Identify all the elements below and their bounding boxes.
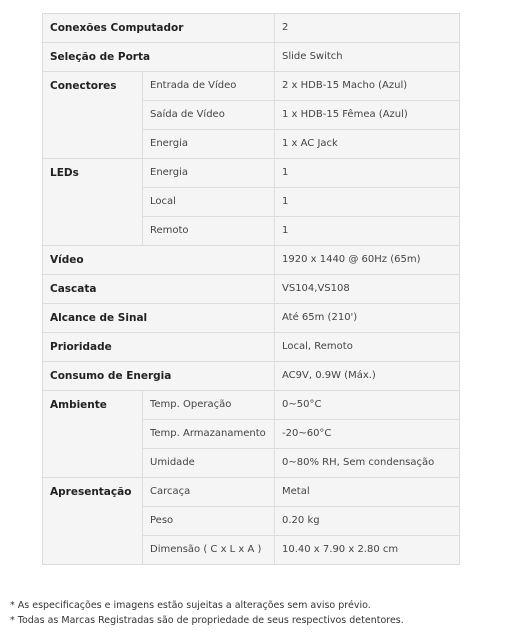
spec-sublabel: Entrada de Vídeo — [143, 72, 275, 101]
spec-value: 1 — [275, 217, 460, 246]
table-row — [43, 14, 460, 43]
spec-label: Seleção de Porta — [43, 43, 275, 72]
spec-value: 1 x AC Jack — [275, 130, 460, 159]
table-row — [43, 304, 460, 333]
spec-label: Prioridade — [43, 333, 275, 362]
spec-value: 1 x HDB-15 Fêmea (Azul) — [275, 101, 460, 130]
spec-group-label: LEDs — [43, 159, 143, 246]
footnotes — [10, 598, 500, 628]
spec-value: 1 — [275, 159, 460, 188]
spec-sublabel: Carcaça — [143, 478, 275, 507]
spec-value: AC9V, 0.9W (Máx.) — [275, 362, 460, 391]
footnote-trademarks: * Todas as Marcas Registradas são de propriedade de seus respectivos detentores. — [10, 615, 404, 626]
footnote-disclaimer: * As especificações e imagens estão sujeitas a alterações sem aviso prévio. — [10, 600, 371, 611]
table-row — [43, 478, 460, 507]
table-row — [43, 246, 460, 275]
spec-label: Vídeo — [43, 246, 275, 275]
spec-value: 1 — [275, 188, 460, 217]
table-row — [43, 333, 460, 362]
spec-value: VS104,VS108 — [275, 275, 460, 304]
spec-sublabel: Peso — [143, 507, 275, 536]
table-row — [43, 159, 460, 188]
spec-value: Slide Switch — [275, 43, 460, 72]
table-row — [43, 362, 460, 391]
spec-value: 2 x HDB-15 Macho (Azul) — [275, 72, 460, 101]
spec-sublabel: Remoto — [143, 217, 275, 246]
table-row — [43, 275, 460, 304]
spec-sublabel: Energia — [143, 130, 275, 159]
spec-value: -20~60°C — [275, 420, 460, 449]
spec-sublabel: Energia — [143, 159, 275, 188]
spec-group-label: Conectores — [43, 72, 143, 159]
spec-sublabel: Temp. Armazanamento — [143, 420, 275, 449]
spec-value: Local, Remoto — [275, 333, 460, 362]
spec-value: Metal — [275, 478, 460, 507]
table-row — [43, 43, 460, 72]
spec-group-label: Apresentação — [43, 478, 143, 565]
spec-value: 1920 x 1440 @ 60Hz (65m) — [275, 246, 460, 275]
spec-value: 10.40 x 7.90 x 2.80 cm — [275, 536, 460, 565]
spec-table — [42, 13, 460, 565]
spec-value: 0.20 kg — [275, 507, 460, 536]
table-row — [43, 391, 460, 420]
spec-value: Até 65m (210') — [275, 304, 460, 333]
spec-label: Conexões Computador — [43, 14, 275, 43]
spec-label: Cascata — [43, 275, 275, 304]
spec-group-label: Ambiente — [43, 391, 143, 478]
spec-value: 0~80% RH, Sem condensação — [275, 449, 460, 478]
spec-value: 2 — [275, 14, 460, 43]
spec-label: Alcance de Sinal — [43, 304, 275, 333]
table-row — [43, 72, 460, 101]
spec-sublabel: Umidade — [143, 449, 275, 478]
spec-value: 0~50°C — [275, 391, 460, 420]
spec-sublabel: Local — [143, 188, 275, 217]
spec-sublabel: Dimensão ( C x L x A ) — [143, 536, 275, 565]
spec-sublabel: Temp. Operação — [143, 391, 275, 420]
spec-label: Consumo de Energia — [43, 362, 275, 391]
spec-sublabel: Saída de Vídeo — [143, 101, 275, 130]
